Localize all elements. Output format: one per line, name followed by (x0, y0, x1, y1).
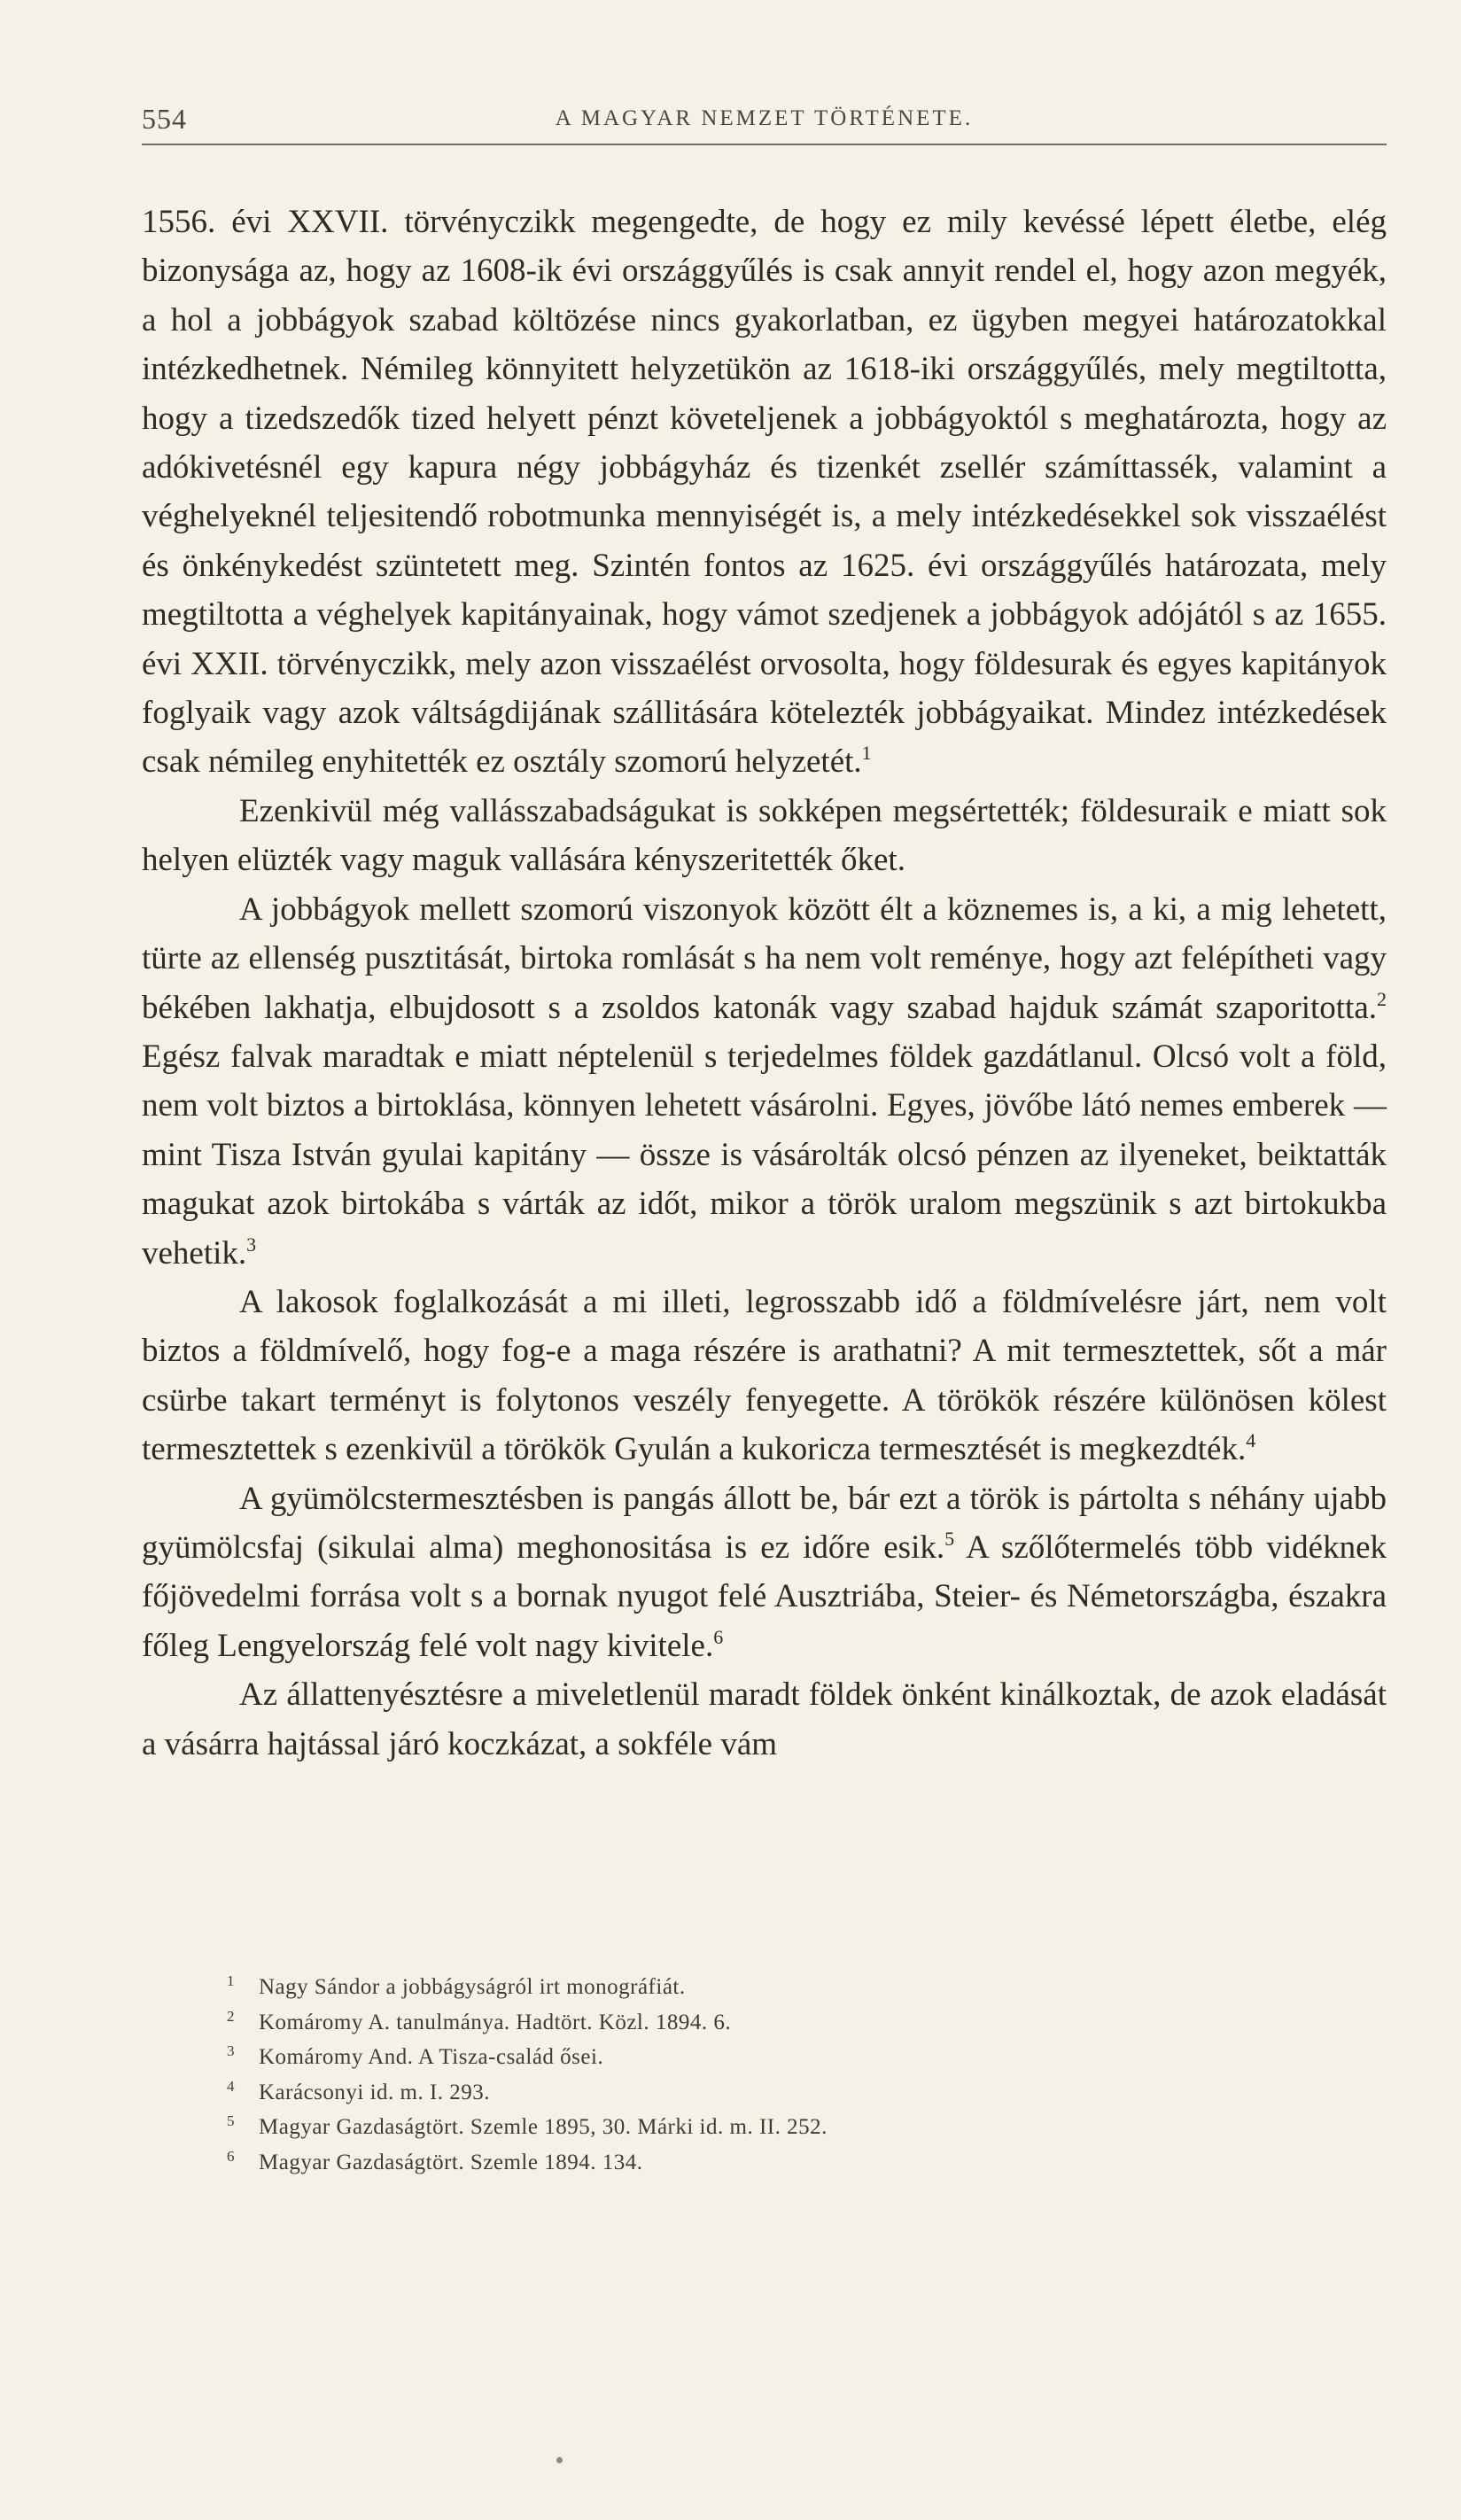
paragraph-text: A jobbágyok mellett szomorú viszonyok között élt a köznemes is, a ki, a mig lehetett, türte az ellenség pusztitását, birtoka romlását s ha nem volt reménye, hogy azt felépítheti vagy békében lakhatja, elbujdosott s a zsoldos katonák vagy szabad hajduk számát szaporitotta. (142, 891, 1387, 1026)
paragraph-text: A lakosok foglalkozását a mi illeti, legrosszabb idő a földmívelésre járt, nem volt biztos a földmívelő, hogy fog-e a maga részére is arathatni? A mit termesztettek, sőt a már csürbe takart terményt is folytonos veszély fenyegette. A törökök részére különösen kölest termesztettek s ezenkivül a törökök Gyulán a kukoricza termesztését is megkezdték. (142, 1283, 1387, 1468)
footnote-text: Karácsonyi id. m. I. 293. (259, 2080, 491, 2104)
paragraph-6 (142, 1670, 1387, 1769)
paragraph-text: Az állattenyésztésre a miveletlenül maradt földek önként kinálkoztak, de azok eladását a vásárra hajtással járó koczkázat, a sokféle vám (142, 1676, 1387, 1762)
paragraph-1 (142, 198, 1387, 787)
footnote-ref-2: 2 (1377, 987, 1387, 1010)
footnote-text: Magyar Gazdaságtört. Szemle 1894. 134. (259, 2150, 643, 2174)
paragraph-text: Ezenkivül még vallásszabadságukat is sokképen megsértették; földesuraik e miatt sok helyen elüzték vagy maguk vallására kényszeritették őket. (142, 792, 1387, 879)
footnote-ref-4: 4 (1246, 1429, 1256, 1452)
paragraph-2 (142, 787, 1387, 885)
ink-speck (556, 2457, 563, 2463)
footnote-ref-3: 3 (246, 1233, 257, 1256)
paragraph-3 (142, 885, 1387, 1278)
paragraph-text: 1556. évi XXVII. törvényczikk megengedte, de hogy ez mily kevéssé lépett életbe, elég bizonysága az, hogy az 1608-ik évi országgyűlés is csak annyit rendel el, hogy azon megyék, a hol a jobbágyok szabad költözése nincs gyakorlatban, ez ügyben megyei határozatokkal intézkedhetnek. Némileg könnyitett helyzetükön az 1618-iki országgyűlés, mely megtiltotta, hogy a tizedszedők tized helyett pénzt követeljenek a jobbágyoktól s meghatározta, hogy az adókivetésnél egy kapura négy jobbágyház és tizenkét zsellér számíttassék, valamint a véghelyeknél teljesitendő robotmunka mennyiségét is, a mely intézkedésekkel sok visszaélést és önkénykedést szüntetett meg. Szintén fontos az 1625. évi országgyűlés határozata, mely megtiltotta a véghelyek kapitányainak, hogy vámot szedjenek a jobbágyok adójától s az 1655. évi XXII. törvényczikk, mely azon visszaélést orvosolta, hogy földesurak és egyes kapitányok foglyaik vagy azok váltságdijának szállitására kötelezték jobbágyaikat. Mindez intézkedések csak némileg enyhitették ez osztály szomorú helyzetét. (142, 204, 1387, 781)
footnote-text: Komáromy A. tanulmánya. Hadtört. Közl. 1894. 6. (259, 2010, 732, 2034)
body-text (142, 198, 1387, 1769)
footnote-text: Komáromy And. A Tisza-család ősei. (259, 2045, 604, 2069)
footnote-ref-1: 1 (861, 742, 872, 765)
paragraph-text: A szőlőtermelés több vidéknek főjövedelmi forrása volt s a bornak nyugot felé Ausztriába, Steier- és Németországba, északra főleg Lengyelország felé volt nagy kivitele. (142, 1528, 1387, 1664)
paragraph-4 (142, 1278, 1387, 1474)
footnote: 6 Magyar Gazdaságtört. Szemle 1894. 134. (227, 2147, 643, 2174)
footnotes (227, 1970, 1290, 2180)
footnote-ref-6: 6 (713, 1625, 724, 1648)
footnote: 3 Komáromy And. A Tisza-család ősei. (227, 2042, 604, 2069)
page-number: 554 (142, 103, 187, 135)
footnote: 5 Magyar Gazdaságtört. Szemle 1895, 30. Márki id. m. II. 252. (227, 2112, 828, 2139)
footnote-ref-5: 5 (944, 1527, 955, 1550)
paragraph-text: Egész falvak maradtak e miatt néptelenül s terjedelmes földek gazdátlanul. Olcsó volt a föld, nem volt biztos a birtoklása, könnyen lehetett vásárolni. Egyes, jövőbe látó nemes emberek — mint Tisza István gyulai kapitány — össze is vásárolták olcsó pénzen az ilyeneket, beiktatták magukat azok birtokába s várták az időt, mikor a török uralom megszünik s azt birtokukba vehetik. (142, 1038, 1387, 1272)
running-head (142, 103, 1387, 145)
footnote: 2 Komáromy A. tanulmánya. Hadtört. Közl. 1894. 6. (227, 2007, 732, 2034)
running-title: A MAGYAR NEMZET TÖRTÉNETE. (555, 106, 974, 130)
paragraph-text: A gyümölcstermesztésben is pangás állott be, bár ezt a török is pártolta s néhány ujabb gyümölcsfaj (sikulai alma) meghonositása is ez időre esik. (142, 1480, 1387, 1566)
footnote: 1 Nagy Sándor a jobbágyságról irt monográfiát. (227, 1972, 686, 1999)
paragraph-5 (142, 1474, 1387, 1671)
footnote-text: Magyar Gazdaságtört. Szemle 1895, 30. Márki id. m. II. 252. (259, 2115, 828, 2139)
footnote-text: Nagy Sándor a jobbágyságról irt monográfiát. (259, 1975, 686, 1999)
footnote: 4 Karácsonyi id. m. I. 293. (227, 2077, 491, 2104)
